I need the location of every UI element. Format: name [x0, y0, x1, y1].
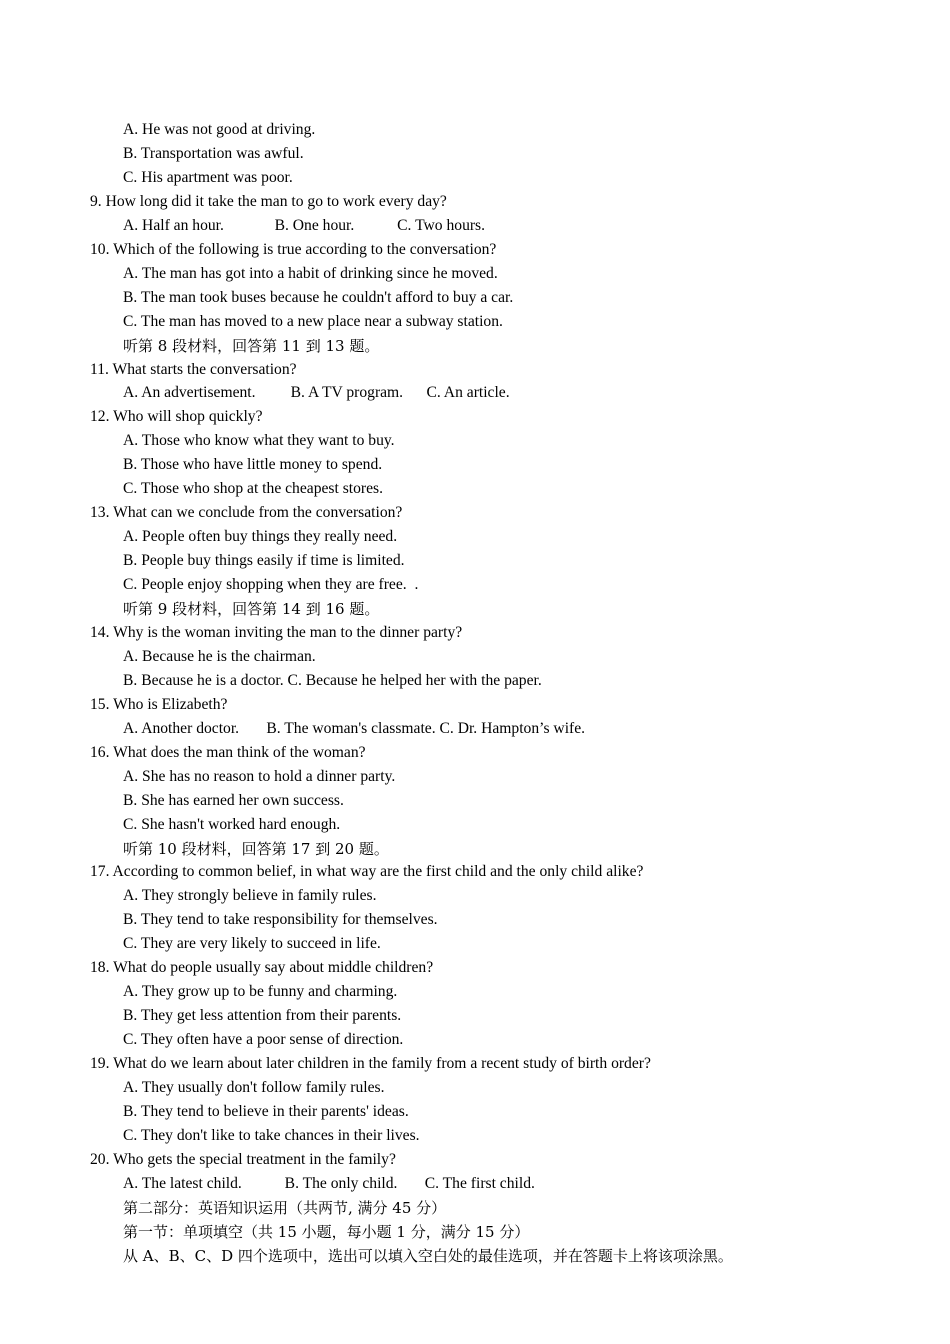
answer-option: A. Those who know what they want to buy.	[123, 432, 395, 450]
answer-option: A. The latest child. B. The only child. C. The first child.	[123, 1174, 535, 1192]
answer-option: B. Transportation was awful.	[123, 144, 304, 162]
answer-option: A. Another doctor. B. The woman's classmate. C. Dr. Hampton’s wife.	[123, 719, 586, 737]
answer-option: B. Those who have little money to spend.	[123, 456, 383, 474]
section-instruction: 听第 9 段材料，回答第 14 到 16 题。	[123, 600, 380, 618]
question-text: 14. Why is the woman inviting the man to the dinner party?	[90, 624, 463, 641]
section-instruction: 从 A、B、C、D 四个选项中，选出可以填入空白处的最佳选项，并在答题卡上将该项涂黑。	[123, 1246, 733, 1265]
answer-option: A. They strongly believe in family rules.	[123, 887, 377, 905]
answer-option: C. They don't like to take chances in their lives.	[123, 1126, 420, 1144]
question-text: 20. Who gets the special treatment in the family?	[90, 1150, 396, 1168]
section-instruction: 听第 8 段材料，回答第 11 到 13 题。	[123, 336, 380, 355]
answer-option: C. She hasn't worked hard enough.	[123, 815, 341, 833]
answer-option: A. The man has got into a habit of drinking since he moved.	[123, 264, 498, 282]
section-instruction: 第二部分：英语知识运用（共两节, 满分 45 分）	[123, 1198, 447, 1217]
question-text: 13. What can we conclude from the conversation?	[90, 504, 403, 522]
answer-option: A. Because he is the chairman.	[123, 647, 316, 665]
answer-option: B. They tend to believe in their parents' ideas.	[123, 1102, 409, 1120]
question-text: 11. What starts the conversation?	[90, 360, 297, 378]
answer-option: A. An advertisement. B. A TV program. C. An article.	[123, 384, 510, 402]
answer-option: C. People enjoy shopping when they are free. .	[123, 576, 419, 593]
answer-option: C. His apartment was poor.	[123, 168, 293, 186]
answer-option: A. He was not good at driving.	[123, 121, 316, 138]
answer-option: B. The man took buses because he couldn't afford to buy a car.	[123, 288, 514, 306]
answer-option: C. Those who shop at the cheapest stores.	[123, 480, 383, 498]
question-text: 12. Who will shop quickly?	[90, 408, 263, 426]
question-text: 9. How long did it take the man to go to work every day?	[90, 192, 447, 210]
answer-option: B. They get less attention from their parents.	[123, 1007, 402, 1025]
answer-option: B. Because he is a doctor. C. Because he helped her with the paper.	[123, 671, 542, 689]
answer-option: A. She has no reason to hold a dinner party.	[123, 767, 396, 785]
question-text: 10. Which of the following is true according to the conversation?	[90, 240, 497, 258]
answer-option: A. They grow up to be funny and charming.	[123, 983, 398, 1001]
answer-option: B. She has earned her own success.	[123, 791, 344, 809]
section-instruction: 第一节：单项填空（共 15 小题，每小题 1 分，满分 15 分）	[123, 1222, 530, 1241]
answer-option: C. They often have a poor sense of direction.	[123, 1031, 404, 1049]
question-text: 18. What do people usually say about middle children?	[90, 959, 434, 977]
question-text: 19. What do we learn about later children in the family from a recent study of birth order?	[90, 1055, 651, 1072]
section-instruction: 听第 10 段材料，回答第 17 到 20 题。	[123, 839, 389, 858]
answer-option: C. They are very likely to succeed in life.	[123, 935, 381, 953]
answer-option: A. People often buy things they really need.	[123, 528, 398, 546]
answer-option: A. Half an hour. B. One hour. C. Two hours.	[123, 216, 486, 234]
answer-option: B. People buy things easily if time is limited.	[123, 552, 405, 570]
answer-option: C. The man has moved to a new place near a subway station.	[123, 312, 503, 330]
answer-option: B. They tend to take responsibility for themselves.	[123, 911, 438, 929]
question-text: 15. Who is Elizabeth?	[90, 695, 228, 713]
question-text: 17. According to common belief, in what way are the first child and the only child alike?	[90, 863, 644, 881]
question-text: 16. What does the man think of the woman?	[90, 743, 366, 761]
answer-option: A. They usually don't follow family rules.	[123, 1079, 385, 1096]
